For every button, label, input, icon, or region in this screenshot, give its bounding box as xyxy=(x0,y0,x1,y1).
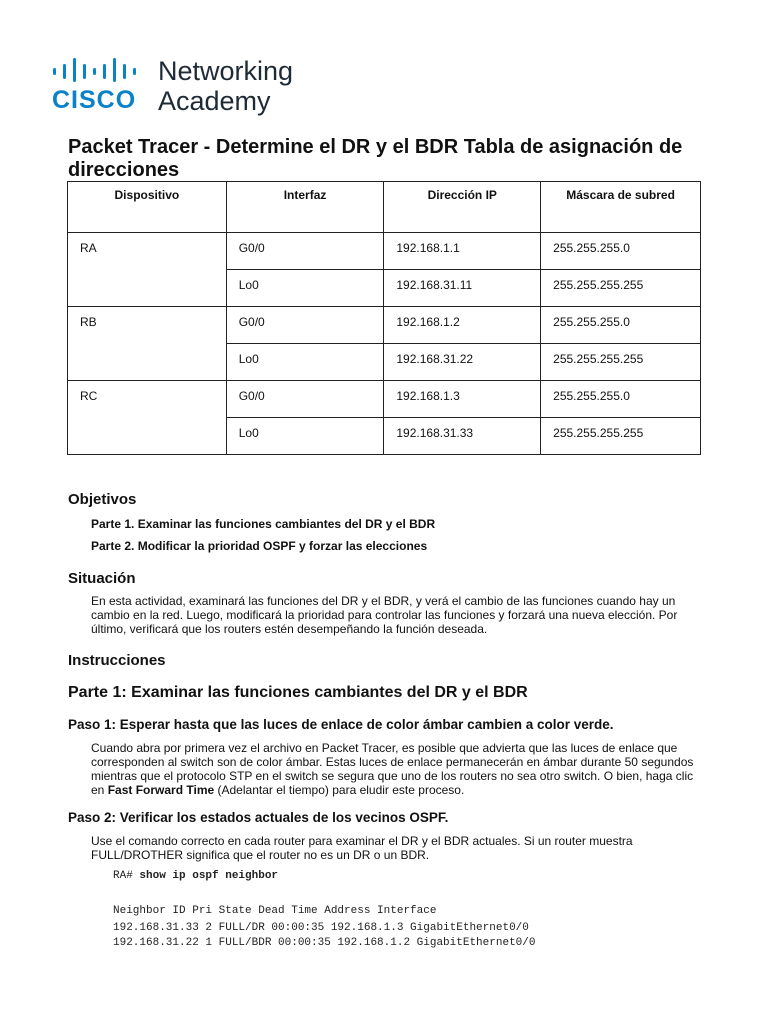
text-fragment: (Adelantar el tiempo) para eludir este proceso. xyxy=(214,783,465,797)
cell-mask: 255.255.255.0 xyxy=(541,307,701,344)
parte1-heading: Parte 1: Examinar las funciones cambiantes del DR y el BDR xyxy=(68,684,528,701)
situacion-text xyxy=(91,594,711,636)
text-fragment: en xyxy=(91,783,108,797)
header-ip: Dirección IP xyxy=(384,182,541,233)
cell-ip: 192.168.1.3 xyxy=(384,381,541,418)
paso1-heading: Paso 1: Esperar hasta que las luces de enlace de color ámbar cambien a color verde. xyxy=(68,717,614,732)
address-table xyxy=(67,181,701,455)
cell-ip: 192.168.1.1 xyxy=(384,233,541,270)
cell-mask: 255.255.255.255 xyxy=(541,270,701,307)
cell-ip: 192.168.1.2 xyxy=(384,307,541,344)
cell-device: RA xyxy=(68,233,227,307)
objetivos-heading: Objetivos xyxy=(68,491,137,508)
cli-command-text: show ip ospf neighbor xyxy=(132,870,279,882)
cell-device: RB xyxy=(68,307,227,381)
objective-item: Parte 1. Examinar las funciones cambiantes del DR y el BDR xyxy=(91,517,436,531)
text-line: FULL/DROTHER significa que el router no es un DR o un BDR. xyxy=(91,848,430,862)
table-row xyxy=(68,307,701,344)
text-line: mientras que el protocolo STP en el switch se segura que uno de los routers no sea otro switch. O bien, haga clic xyxy=(91,769,694,783)
text-line xyxy=(91,783,711,797)
table-row xyxy=(68,381,701,418)
cell-mask: 255.255.255.255 xyxy=(541,418,701,455)
cell-ip: 192.168.31.22 xyxy=(384,344,541,381)
cell-ip: 192.168.31.11 xyxy=(384,270,541,307)
paso2-text xyxy=(91,834,711,862)
paso1-text xyxy=(91,741,711,797)
brand-networking: Networking xyxy=(158,56,294,86)
cell-ip: 192.168.31.33 xyxy=(384,418,541,455)
table-header-row xyxy=(68,182,701,233)
cell-interface: G0/0 xyxy=(226,307,384,344)
cell-interface: G0/0 xyxy=(226,381,384,418)
paso2-heading: Paso 2: Verificar los estados actuales de los vecinos OSPF. xyxy=(68,810,449,825)
cell-mask: 255.255.255.0 xyxy=(541,233,701,270)
text-line: cambio en la red. Luego, modificará la prioridad para controlar las funciones y forzará una nueva elección. Por xyxy=(91,608,678,622)
table-row xyxy=(68,233,701,270)
objective-item: Parte 2. Modificar la prioridad OSPF y forzar las elecciones xyxy=(91,539,428,553)
fast-forward-label: Fast Forward Time xyxy=(107,783,215,797)
page-title: Packet Tracer - Determine el DR y el BDR Tabla de asignación de direcciones xyxy=(68,136,683,181)
cisco-wordmark: CISCO xyxy=(52,86,137,114)
cell-interface: Lo0 xyxy=(226,418,384,455)
header-device: Dispositivo xyxy=(68,182,227,233)
cell-mask: 255.255.255.255 xyxy=(541,344,701,381)
cli-output-line: 192.168.31.33 2 FULL/DR 00:00:35 192.168.1.3 GigabitEthernet0/0 xyxy=(113,922,529,934)
cell-interface: G0/0 xyxy=(226,233,384,270)
header-interface: Interfaz xyxy=(226,182,384,233)
text-line: En esta actividad, examinará las funciones del DR y el BDR, y verá el cambio de las funciones cuando hay un xyxy=(91,594,676,608)
situacion-heading: Situación xyxy=(68,570,136,587)
cli-command xyxy=(113,870,278,882)
cell-mask: 255.255.255.0 xyxy=(541,381,701,418)
header-mask: Máscara de subred xyxy=(541,182,701,233)
cli-output-line: Neighbor ID Pri State Dead Time Address Interface xyxy=(113,905,437,917)
cli-prompt: RA# xyxy=(113,870,133,882)
text-line: corresponden al switch son de color ámbar. Estas luces de enlace permanecerán en ámbar durante 50 segundos xyxy=(91,755,694,769)
text-line: último, verificará que los routers estén desempeñando la función deseada. xyxy=(91,622,488,636)
cell-device: RC xyxy=(68,381,227,455)
instrucciones-heading: Instrucciones xyxy=(68,652,166,669)
cell-interface: Lo0 xyxy=(226,344,384,381)
text-line: Cuando abra por primera vez el archivo en Packet Tracer, es posible que advierta que las luces de enlace que xyxy=(91,741,678,755)
cli-output-line: 192.168.31.22 1 FULL/BDR 00:00:35 192.168.1.2 GigabitEthernet0/0 xyxy=(113,937,536,949)
brand-academy: Academy xyxy=(158,86,271,116)
cisco-logo-bars-icon xyxy=(52,58,148,82)
cell-interface: Lo0 xyxy=(226,270,384,307)
text-line: Use el comando correcto en cada router para examinar el DR y el BDR actuales. Si un router muestra xyxy=(91,834,633,848)
